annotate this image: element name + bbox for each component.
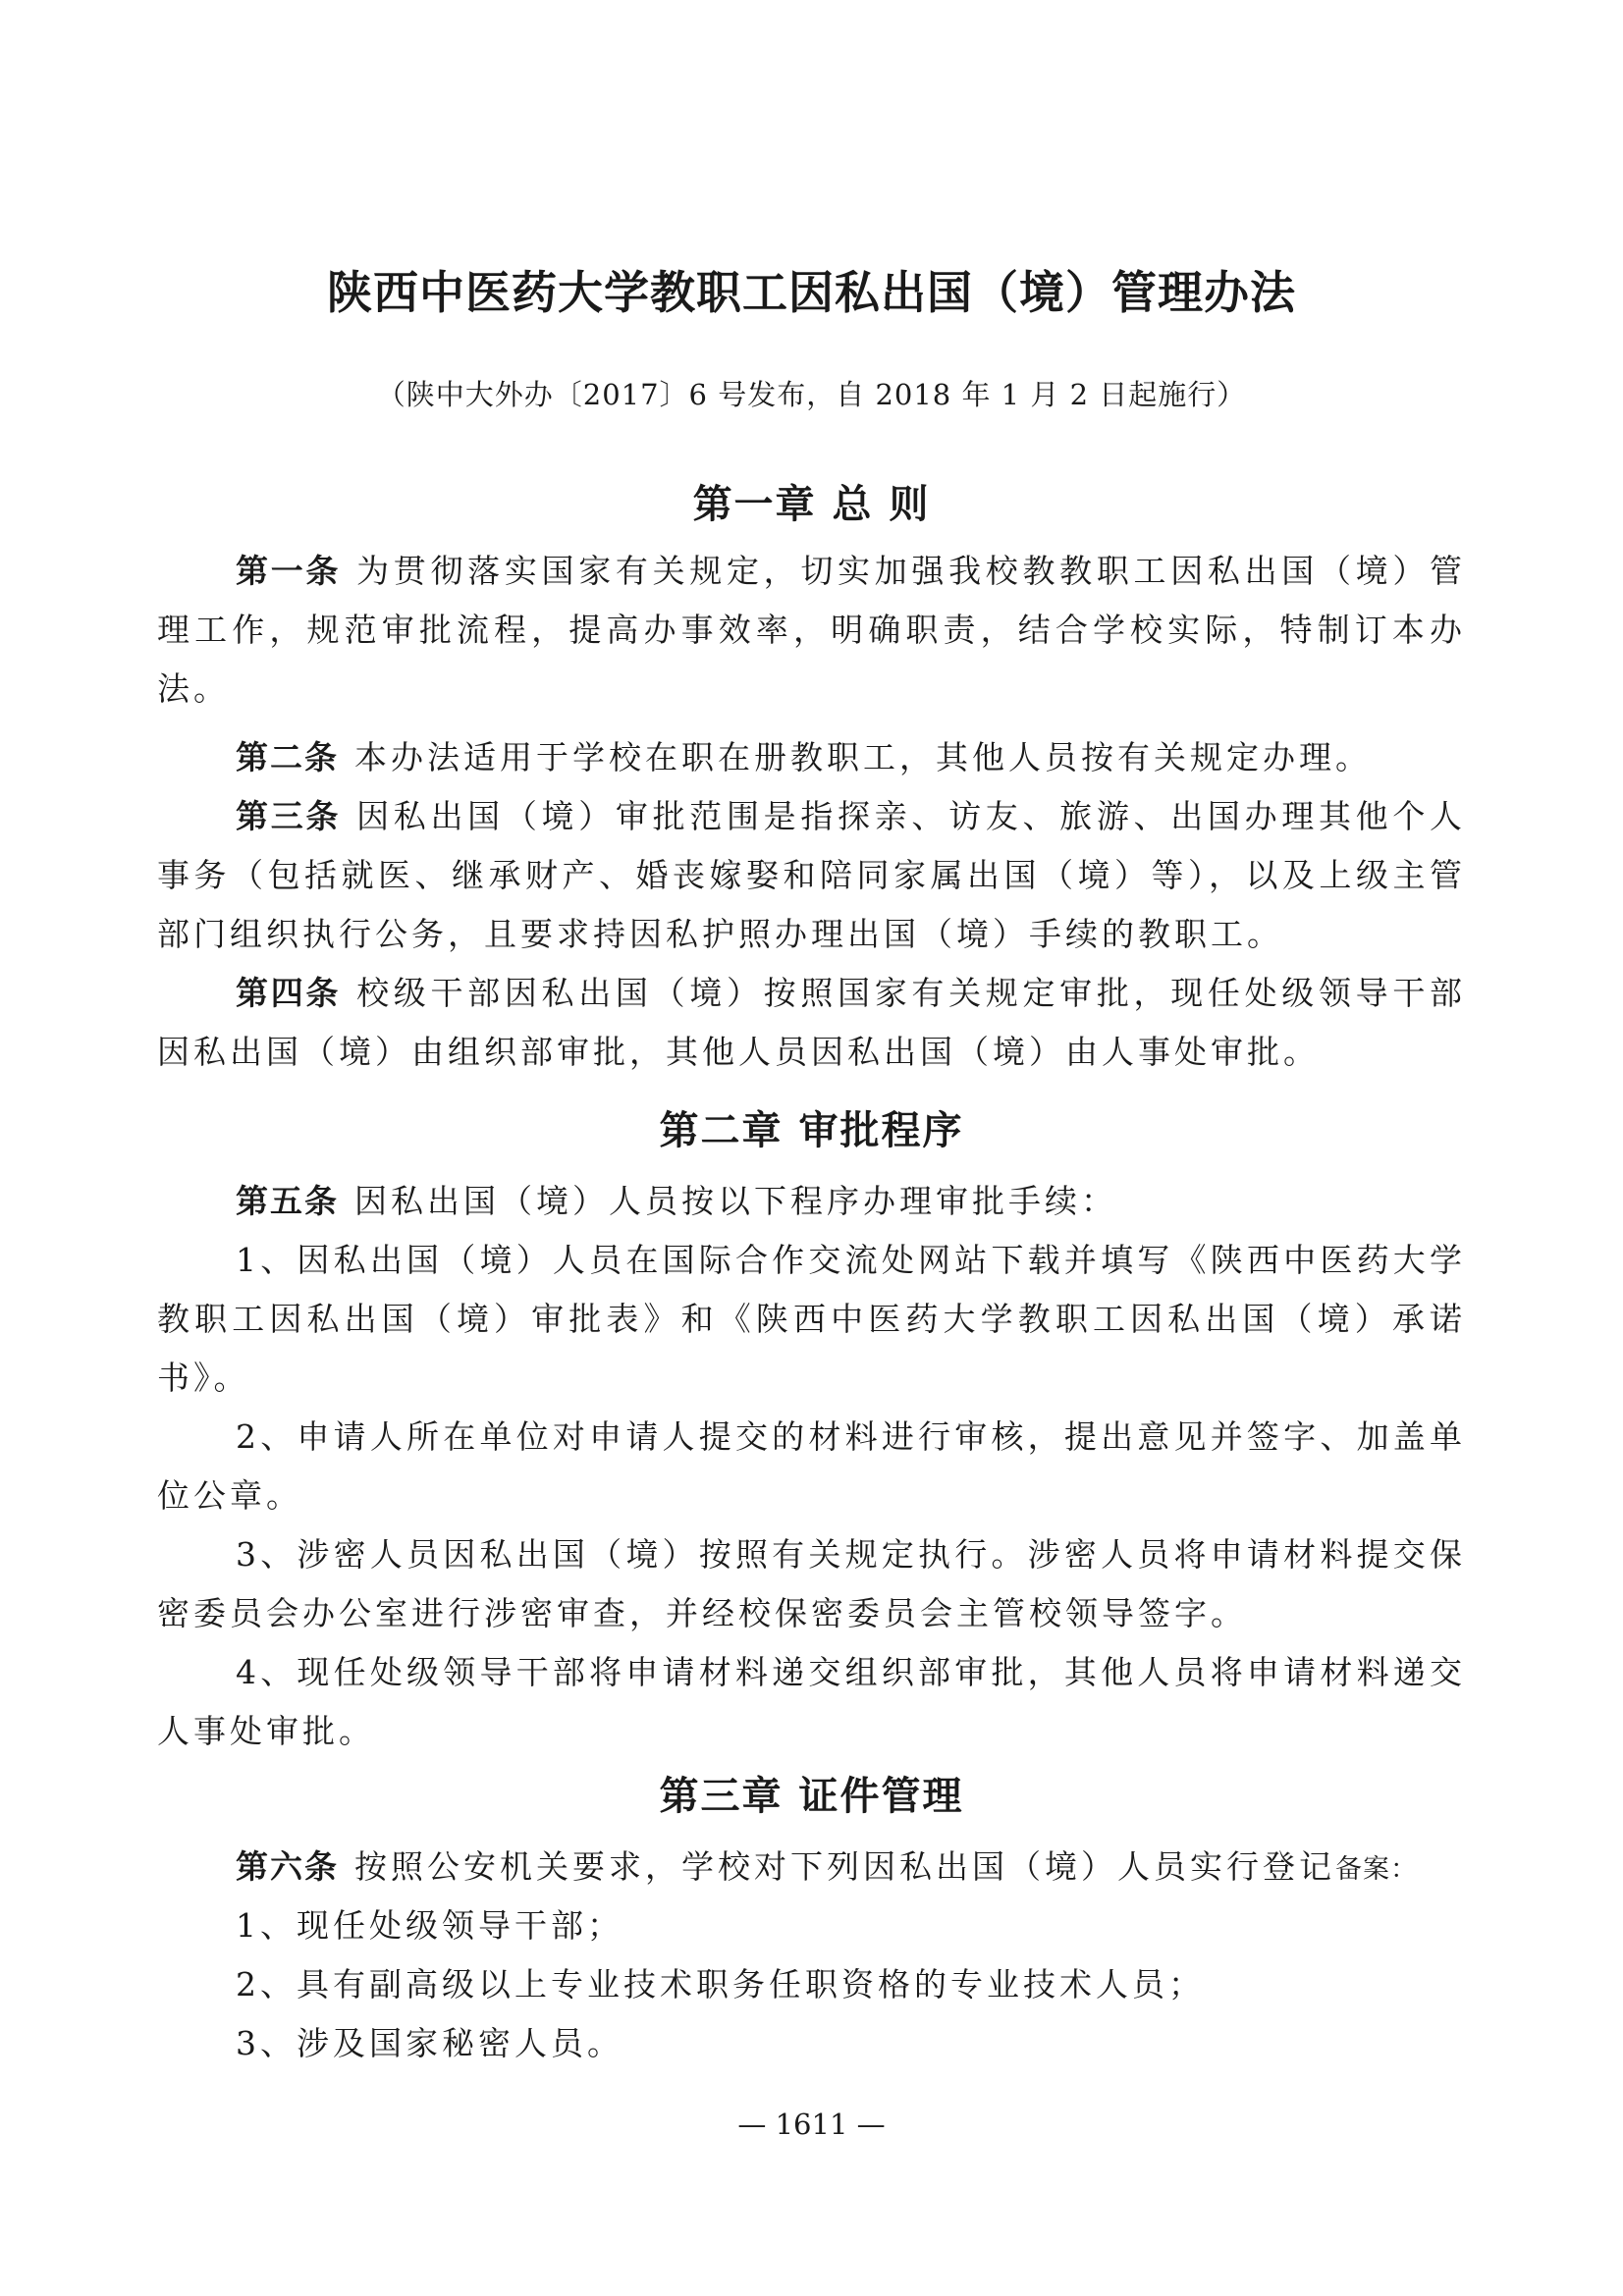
article-label: 第三条	[236, 797, 342, 835]
procedure-item-4: 4、现任处级领导干部将申请材料递交组织部审批，其他人员将申请材料递交人事处审批。	[157, 1653, 1466, 1750]
chapter-heading-3: 第三章 证件管理	[659, 1774, 964, 1819]
article-text: 校级干部因私出国（境）按照国家有关规定审批，现任处级领导干部因私出国（境）由组织部审批，其他人员因私出国（境）由人事处审批。	[157, 974, 1466, 1071]
article-text: 因私出国（境）审批范围是指探亲、访友、旅游、出国办理其他个人事务（包括就医、继承财产、婚丧嫁娶和陪同家属出国（境）等），以及上级主管部门组织执行公务，且要求持因私护照办理出国（境）手续的教职工。	[157, 797, 1466, 953]
article-text: 因私出国（境）人员按以下程序办理审批手续：	[354, 1182, 1117, 1220]
page-number: — 1611 —	[737, 2108, 886, 2141]
article-1	[157, 542, 1466, 719]
article-5	[157, 1172, 1466, 1231]
article-text-tail: 备案：	[1335, 1854, 1418, 1885]
procedure-item-3: 3、涉密人员因私出国（境）按照有关规定执行。涉密人员将申请材料提交保密委员会办公室进行涉密审查，并经校保密委员会主管校领导签字。	[157, 1535, 1466, 1632]
article-3	[157, 787, 1466, 964]
registration-item-1: 1、现任处级领导干部；	[236, 1906, 623, 1945]
article-4	[157, 964, 1466, 1082]
article-label: 第二条	[236, 738, 339, 776]
registration-item-2: 2、具有副高级以上专业技术职务任职资格的专业技术人员；	[236, 1965, 1205, 2003]
article-text: 为贯彻落实国家有关规定，切实加强我校教教职工因私出国（境）管理工作，规范审批流程，提高办事效率，明确职责，结合学校实际，特制订本办法。	[157, 552, 1466, 708]
article-text: 按照公安机关要求，学校对下列因私出国（境）人员实行登记	[354, 1847, 1335, 1886]
article-label: 第四条	[236, 974, 342, 1012]
chapter-heading-1: 第一章 总 则	[692, 482, 931, 527]
article-2	[157, 728, 1466, 787]
document-title: 陕西中医药大学教职工因私出国（境）管理办法	[327, 266, 1296, 319]
chapter-heading-2: 第二章 审批程序	[659, 1108, 964, 1153]
registration-item-3: 3、涉及国家秘密人员。	[236, 2024, 623, 2062]
article-text: 本办法适用于学校在职在册教职工，其他人员按有关规定办理。	[354, 738, 1372, 776]
procedure-item-2: 2、申请人所在单位对申请人提交的材料进行审核，提出意见并签字、加盖单位公章。	[157, 1417, 1466, 1515]
article-label: 第五条	[236, 1182, 339, 1220]
article-label: 第一条	[236, 552, 342, 590]
article-6	[157, 1838, 1466, 1899]
article-label: 第六条	[236, 1847, 339, 1886]
procedure-item-1: 1、因私出国（境）人员在国际合作交流处网站下载并填写《陕西中医药大学教职工因私出国（境）审批表》和《陕西中医药大学教职工因私出国（境）承诺书》。	[157, 1241, 1466, 1397]
document-subtitle: （陕中大外办〔2017〕6 号发布，自 2018 年 1 月 2 日起施行）	[376, 378, 1247, 411]
